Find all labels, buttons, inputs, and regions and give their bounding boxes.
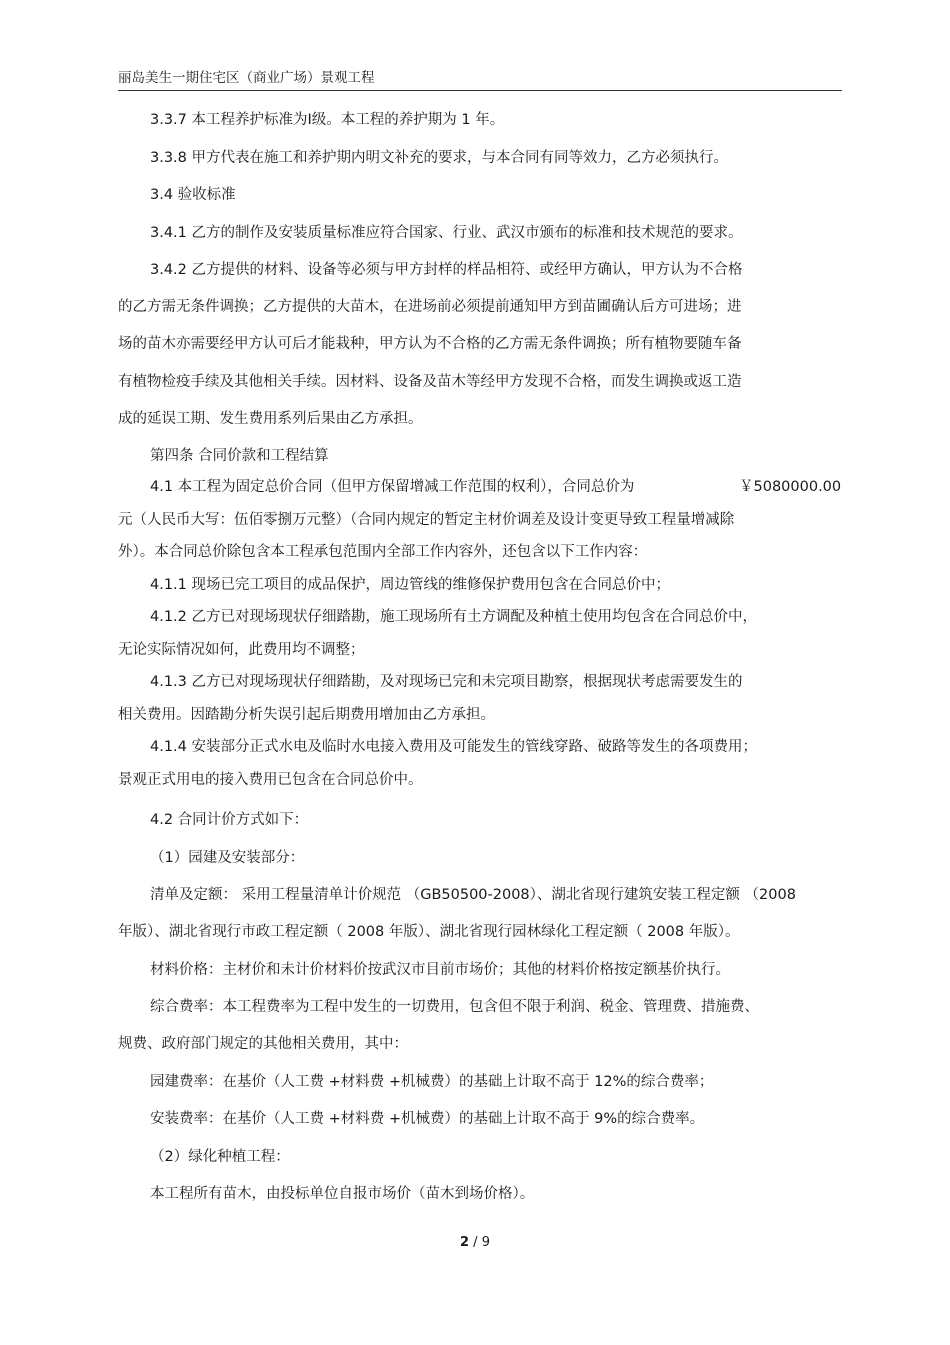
clause-3-3-7: 3.3.7 本工程养护标准为Ⅰ级。本工程的养护期为 1 年。 [150,112,505,128]
clause-3-4-2-line-1: 3.4.2 乙方提供的材料、设备等必须与甲方封样的样品相符、或经甲方确认，甲方认为不合格 [150,262,743,278]
landscape-rate-clause: 园建费率：在基价（人工费 +材料费 +机械费）的基础上计取不高于 12%的综合费率； [150,1074,714,1090]
quota-standards-line-1: 清单及定额： 采用工程量清单计价规范 （GB50500-2008）、湖北省现行建筑安装工程定额 （2008 [150,887,796,903]
contract-total-price: ￥5080000.00 [739,479,842,495]
document-header: 丽岛美生一期住宅区（商业广场）景观工程 [118,70,375,86]
clause-4-1-line-1: 4.1 本工程为固定总价合同（但甲方保留增减工作范围的权利），合同总价为 [150,479,635,495]
clause-4-1-3-line-2: 相关费用。因踏勘分析失误引起后期费用增加由乙方承担。 [118,707,495,723]
article-4-heading: 第四条 合同价款和工程结算 [150,448,329,464]
seedling-price-clause: 本工程所有苗木，由投标单位自报市场价（苗木到场价格）。 [150,1186,535,1202]
header-divider [118,90,842,91]
quota-standards-line-2: 年版）、湖北省现行市政工程定额（ 2008 年版）、湖北省现行园林绿化工程定额（ 2008 年版）。 [118,924,740,940]
subsection-2-heading: （2）绿化种植工程： [150,1149,290,1165]
page-number [0,1235,950,1250]
clause-4-1-3-line-1: 4.1.3 乙方已对现场现状仔细踏勘，及对现场已完和未完项目勘察，根据现状考虑需要发生的 [150,674,743,690]
material-price-clause: 材料价格：主材价和未计价材料价按武汉市目前市场价；其他的材料价格按定额基价执行。 [150,962,730,978]
clause-3-4-2-line-4: 有植物检疫手续及其他相关手续。因材料、设备及苗木等经甲方发现不合格，而发生调换或返工造 [118,374,742,390]
clause-4-1-2-line-1: 4.1.2 乙方已对现场现状仔细踏勘，施工现场所有土方调配及种植土使用均包含在合同总价中， [150,609,757,625]
overall-rate-line-1: 综合费率：本工程费率为工程中发生的一切费用，包含但不限于利润、税金、管理费、措施费、 [150,999,759,1015]
overall-rate-line-2: 规费、政府部门规定的其他相关费用，其中： [118,1036,408,1052]
subsection-1-heading: （1）园建及安装部分： [150,850,305,866]
clause-4-1-1: 4.1.1 现场已完工项目的成品保护，周边管线的维修保护费用包含在合同总价中； [150,577,671,593]
clause-4-1-line-3: 外）。本合同总价除包含本工程承包范围内全部工作内容外，还包含以下工作内容： [118,544,648,560]
clause-3-4-1: 3.4.1 乙方的制作及安装质量标准应符合国家、行业、武汉市颁布的标准和技术规范的要求。 [150,225,743,241]
clause-3-3-8: 3.3.8 甲方代表在施工和养护期内明文补充的要求，与本合同有同等效力，乙方必须执行。 [150,150,728,166]
clause-3-4-2-line-5: 成的延误工期、发生费用系列后果由乙方承担。 [118,411,423,427]
total-pages: 9 [481,1235,490,1250]
page-separator: / [469,1235,482,1250]
current-page: 2 [460,1235,470,1250]
installation-rate-clause: 安装费率：在基价（人工费 +材料费 +机械费）的基础上计取不高于 9%的综合费率。 [150,1111,705,1127]
clause-4-1-2-line-2: 无论实际情况如何，此费用均不调整； [118,642,365,658]
clause-4-1-4-line-2: 景观正式用电的接入费用已包含在合同总价中。 [118,772,423,788]
clause-3-4-2-line-2: 的乙方需无条件调换；乙方提供的大苗木，在进场前必须提前通知甲方到苗圃确认后方可进场；进 [118,299,742,315]
section-3-4-heading: 3.4 验收标准 [150,187,236,203]
clause-3-4-2-line-3: 场的苗木亦需要经甲方认可后才能栽种，甲方认为不合格的乙方需无条件调换；所有植物要随车备 [118,336,742,352]
clause-4-1-4-line-1: 4.1.4 安装部分正式水电及临时水电接入费用及可能发生的管线穿路、破路等发生的各项费用； [150,739,757,755]
clause-4-1-line-2: 元（人民币大写：伍佰零捌万元整）（合同内规定的暂定主材价调差及设计变更导致工程量增减除 [118,512,735,528]
section-4-2-heading: 4.2 合同计价方式如下： [150,812,309,828]
